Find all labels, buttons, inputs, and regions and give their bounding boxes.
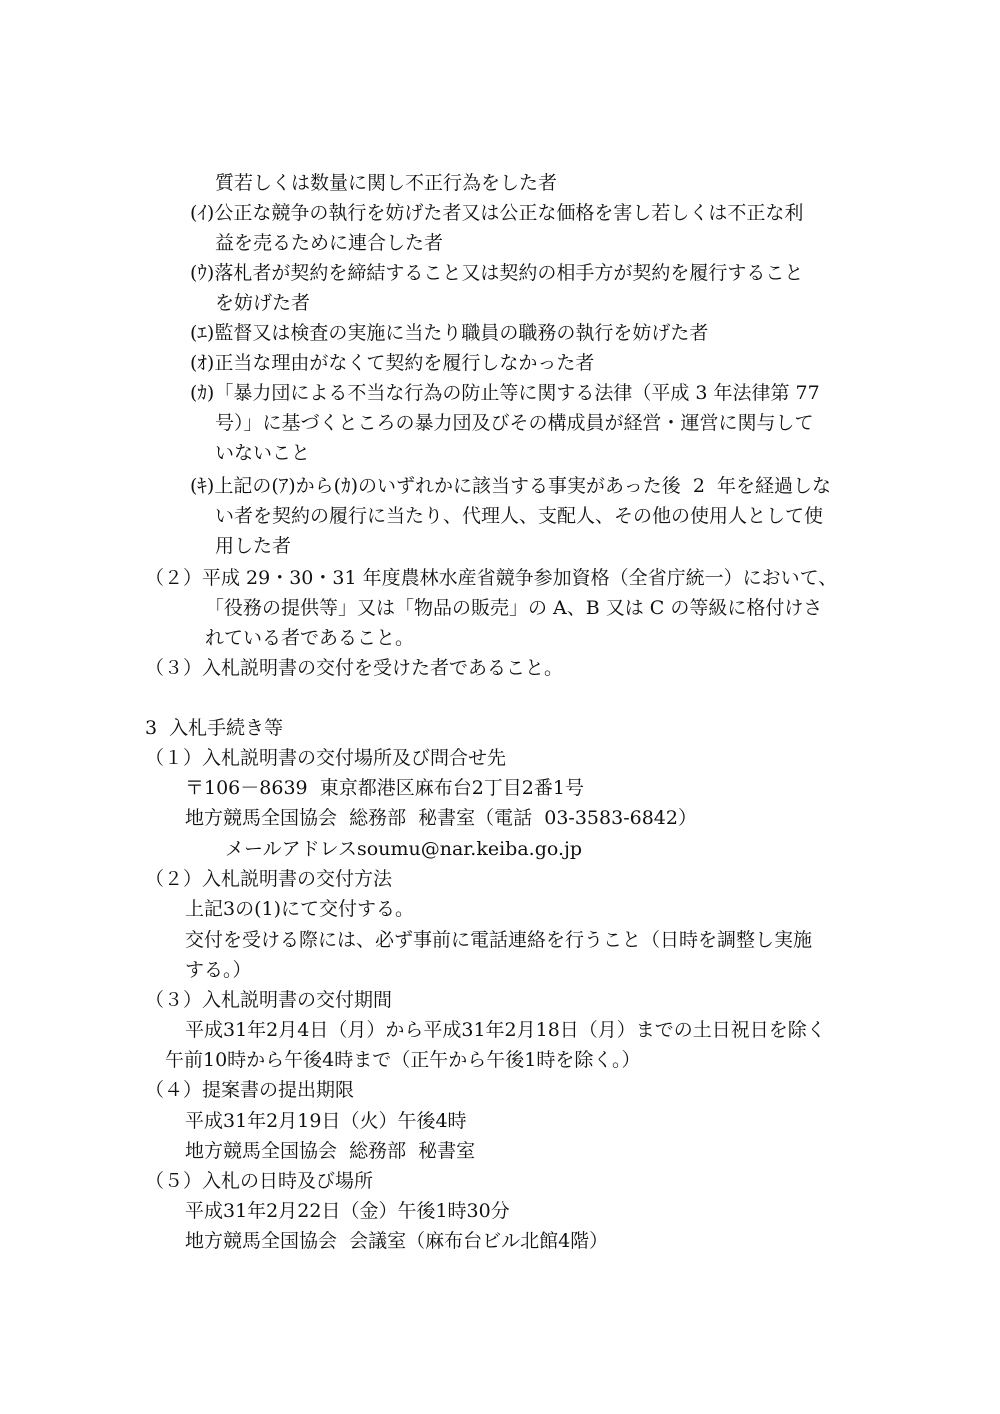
- text-line: メールアドレスsoumu@nar.keiba.go.jp: [225, 838, 583, 860]
- text-line: （１）入札説明書の交付場所及び問合せ先: [145, 747, 507, 769]
- text-line: 午前10時から午後4時まで（正午から午後1時を除く。）: [165, 1049, 641, 1071]
- text-line: （４）提案書の提出期限: [145, 1079, 355, 1101]
- text-line: する。）: [185, 959, 252, 981]
- text-line: い者を契約の履行に当たり、代理人、支配人、その他の使用人として使: [215, 505, 824, 527]
- text-line: 地方競馬全国協会 総務部 秘書室（電話 03-3583-6842）: [185, 807, 697, 829]
- text-line: を妨げた者: [215, 292, 311, 314]
- text-line: 質若しくは数量に関し不正行為をした者: [215, 172, 558, 194]
- text-line: 〒106－8639 東京都港区麻布台2丁目2番1号: [185, 777, 584, 799]
- section-heading: 3 入札手続き等: [145, 717, 284, 739]
- text-line: （３）入札説明書の交付期間: [145, 989, 393, 1011]
- text-line: 号）」に基づくところの暴力団及びその構成員が経営・運営に関与して: [215, 412, 814, 434]
- text-line: 「役務の提供等」又は「物品の販売」の A、B 又は C の等級に格付けさ: [205, 597, 823, 619]
- text-line: (ｵ)正当な理由がなくて契約を履行しなかった者: [190, 352, 595, 374]
- text-line: 平成31年2月19日（火）午後4時: [185, 1110, 467, 1132]
- text-line: 平成31年2月4日（月）から平成31年2月18日（月）までの土日祝日を除く: [185, 1019, 826, 1041]
- text-line: 益を売るために連合した者: [215, 232, 444, 254]
- text-line: （２）入札説明書の交付方法: [145, 868, 393, 890]
- text-line: 地方競馬全国協会 総務部 秘書室: [185, 1140, 476, 1162]
- text-line: いないこと: [215, 442, 311, 464]
- text-line: (ｷ)上記の(ｱ)から(ｶ)のいずれかに該当する事実があった後 2 年を経過しな: [190, 475, 832, 497]
- text-line: (ｳ)落札者が契約を締結すること又は契約の相手方が契約を履行すること: [190, 262, 804, 284]
- text-line: 交付を受ける際には、必ず事前に電話連絡を行うこと（日時を調整し実施: [185, 929, 813, 951]
- text-line: (ｴ)監督又は検査の実施に当たり職員の職務の執行を妨げた者: [190, 322, 709, 344]
- text-line: (ｲ)公正な競争の執行を妨げた者又は公正な価格を害し若しくは不正な利: [190, 202, 804, 224]
- text-line: 平成31年2月22日（金）午後1時30分: [185, 1200, 510, 1222]
- text-line: 用した者: [215, 535, 292, 557]
- text-line: (ｶ)「暴力団による不当な行為の防止等に関する法律（平成 3 年法律第 77: [190, 382, 820, 404]
- text-line: 上記3の(1)にて交付する。: [185, 898, 415, 920]
- text-line: （３）入札説明書の交付を受けた者であること。: [145, 657, 564, 679]
- text-line: （２）平成 29・30・31 年度農林水産省競争参加資格（全省庁統一）において、: [145, 567, 838, 589]
- text-line: 地方競馬全国協会 会議室（麻布台ビル北館4階）: [185, 1230, 609, 1252]
- text-line: れている者であること。: [205, 627, 415, 649]
- text-line: （５）入札の日時及び場所: [145, 1170, 374, 1192]
